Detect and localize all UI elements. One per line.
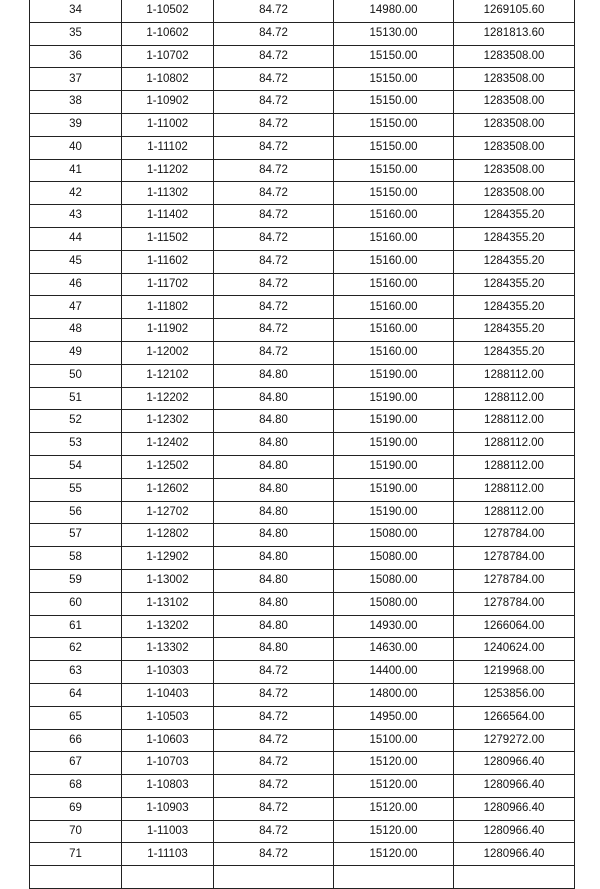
unit-price-cell: 15120.00 <box>334 843 454 866</box>
room-number-cell: 1-12202 <box>122 387 214 410</box>
total-price-cell: 1284355.20 <box>454 205 575 228</box>
table-row <box>30 478 575 501</box>
area-cell: 84.72 <box>214 843 334 866</box>
row-number-cell: 34 <box>30 0 122 22</box>
row-number-cell: 57 <box>30 524 122 547</box>
table-row <box>30 547 575 570</box>
room-number-cell: 1-10702 <box>122 45 214 68</box>
room-number-cell: 1-11602 <box>122 250 214 273</box>
row-number-cell: 43 <box>30 205 122 228</box>
total-price-cell: 1266564.00 <box>454 706 575 729</box>
area-cell: 84.72 <box>214 706 334 729</box>
row-number-cell: 35 <box>30 22 122 45</box>
row-number-cell: 50 <box>30 364 122 387</box>
unit-price-cell: 15080.00 <box>334 569 454 592</box>
total-price-cell: 1288112.00 <box>454 455 575 478</box>
area-cell: 84.80 <box>214 547 334 570</box>
table-row <box>30 113 575 136</box>
table-row <box>30 843 575 866</box>
price-table <box>29 0 575 889</box>
total-price-cell: 1288112.00 <box>454 478 575 501</box>
table-row <box>30 615 575 638</box>
unit-price-cell: 15190.00 <box>334 387 454 410</box>
room-number-cell: 1-12102 <box>122 364 214 387</box>
row-number-cell: 54 <box>30 455 122 478</box>
table-row <box>30 273 575 296</box>
total-price-cell: 1283508.00 <box>454 182 575 205</box>
unit-price-cell: 15150.00 <box>334 159 454 182</box>
area-cell: 84.72 <box>214 752 334 775</box>
row-number-cell: 45 <box>30 250 122 273</box>
room-number-cell: 1-12702 <box>122 501 214 524</box>
table-row <box>30 820 575 843</box>
total-price-cell: 1280966.40 <box>454 820 575 843</box>
table-row <box>30 729 575 752</box>
unit-price-cell: 15100.00 <box>334 729 454 752</box>
area-cell: 84.80 <box>214 524 334 547</box>
table-row <box>30 433 575 456</box>
unit-price-cell: 15190.00 <box>334 455 454 478</box>
total-price-cell: 1284355.20 <box>454 341 575 364</box>
table-row <box>30 341 575 364</box>
row-number-cell: 55 <box>30 478 122 501</box>
table-row <box>30 706 575 729</box>
row-number-cell: 39 <box>30 113 122 136</box>
total-price-cell: 1288112.00 <box>454 364 575 387</box>
total-price-cell: 1284355.20 <box>454 227 575 250</box>
table-row <box>30 0 575 22</box>
unit-price-cell: 14950.00 <box>334 706 454 729</box>
area-cell: 84.80 <box>214 478 334 501</box>
room-number-cell: 1-13302 <box>122 638 214 661</box>
total-price-cell: 1284355.20 <box>454 296 575 319</box>
room-number-cell: 1-11802 <box>122 296 214 319</box>
price-list-sheet <box>29 0 574 889</box>
unit-price-cell: 15120.00 <box>334 775 454 798</box>
total-price-cell: 1280966.40 <box>454 797 575 820</box>
row-number-cell: 68 <box>30 775 122 798</box>
total-price-cell: 1288112.00 <box>454 433 575 456</box>
total-price-cell: 1283508.00 <box>454 68 575 91</box>
unit-price-cell: 15190.00 <box>334 364 454 387</box>
room-number-cell: 1-11003 <box>122 820 214 843</box>
total-price-cell: 1269105.60 <box>454 0 575 22</box>
room-number-cell: 1-10902 <box>122 91 214 114</box>
unit-price-cell: 15160.00 <box>334 250 454 273</box>
unit-price-cell: 15150.00 <box>334 182 454 205</box>
row-number-cell: 52 <box>30 410 122 433</box>
total-price-cell: 1288112.00 <box>454 410 575 433</box>
row-number-cell: 62 <box>30 638 122 661</box>
total-price-cell: 1278784.00 <box>454 524 575 547</box>
table-row <box>30 866 575 889</box>
area-cell: 84.80 <box>214 455 334 478</box>
total-price-cell: 1280966.40 <box>454 752 575 775</box>
row-number-cell: 37 <box>30 68 122 91</box>
table-row <box>30 501 575 524</box>
unit-price-cell: 15160.00 <box>334 227 454 250</box>
unit-price-cell: 14930.00 <box>334 615 454 638</box>
room-number-cell: 1-11102 <box>122 136 214 159</box>
table-row <box>30 136 575 159</box>
row-number-cell: 60 <box>30 592 122 615</box>
table-row <box>30 683 575 706</box>
area-cell: 84.72 <box>214 136 334 159</box>
row-number-cell: 53 <box>30 433 122 456</box>
unit-price-cell: 14630.00 <box>334 638 454 661</box>
row-number-cell: 64 <box>30 683 122 706</box>
table-body <box>30 0 575 889</box>
total-price-cell: 1283508.00 <box>454 113 575 136</box>
unit-price-cell: 15190.00 <box>334 410 454 433</box>
unit-price-cell: 14980.00 <box>334 0 454 22</box>
area-cell: 84.72 <box>214 0 334 22</box>
area-cell: 84.72 <box>214 319 334 342</box>
row-number-cell: 46 <box>30 273 122 296</box>
area-cell: 84.80 <box>214 615 334 638</box>
row-number-cell: 36 <box>30 45 122 68</box>
total-price-cell: 1278784.00 <box>454 569 575 592</box>
total-price-cell: 1266064.00 <box>454 615 575 638</box>
area-cell: 84.80 <box>214 501 334 524</box>
unit-price-cell: 15130.00 <box>334 22 454 45</box>
total-price-cell: 1284355.20 <box>454 319 575 342</box>
table-row <box>30 455 575 478</box>
unit-price-cell: 15160.00 <box>334 341 454 364</box>
table-row <box>30 752 575 775</box>
area-cell: 84.72 <box>214 661 334 684</box>
area-cell: 84.72 <box>214 250 334 273</box>
table-row <box>30 592 575 615</box>
table-row <box>30 250 575 273</box>
area-cell: 84.72 <box>214 22 334 45</box>
unit-price-cell: 14400.00 <box>334 661 454 684</box>
area-cell: 84.72 <box>214 227 334 250</box>
area-cell <box>214 866 334 889</box>
area-cell: 84.72 <box>214 273 334 296</box>
table-row <box>30 364 575 387</box>
row-number-cell: 44 <box>30 227 122 250</box>
room-number-cell: 1-10802 <box>122 68 214 91</box>
row-number-cell: 70 <box>30 820 122 843</box>
unit-price-cell: 15150.00 <box>334 91 454 114</box>
row-number-cell: 42 <box>30 182 122 205</box>
table-row <box>30 68 575 91</box>
room-number-cell: 1-12402 <box>122 433 214 456</box>
area-cell: 84.72 <box>214 775 334 798</box>
total-price-cell: 1283508.00 <box>454 136 575 159</box>
area-cell: 84.72 <box>214 91 334 114</box>
unit-price-cell: 15150.00 <box>334 68 454 91</box>
unit-price-cell: 15190.00 <box>334 433 454 456</box>
total-price-cell: 1280966.40 <box>454 775 575 798</box>
table-row <box>30 638 575 661</box>
total-price-cell: 1240624.00 <box>454 638 575 661</box>
row-number-cell: 56 <box>30 501 122 524</box>
area-cell: 84.72 <box>214 683 334 706</box>
room-number-cell: 1-11702 <box>122 273 214 296</box>
table-row <box>30 775 575 798</box>
total-price-cell: 1253856.00 <box>454 683 575 706</box>
table-row <box>30 296 575 319</box>
area-cell: 84.72 <box>214 797 334 820</box>
table-row <box>30 797 575 820</box>
table-row <box>30 22 575 45</box>
unit-price-cell: 15120.00 <box>334 797 454 820</box>
row-number-cell: 48 <box>30 319 122 342</box>
area-cell: 84.72 <box>214 68 334 91</box>
area-cell: 84.72 <box>214 820 334 843</box>
total-price-cell: 1281813.60 <box>454 22 575 45</box>
total-price-cell: 1288112.00 <box>454 501 575 524</box>
area-cell: 84.72 <box>214 205 334 228</box>
unit-price-cell: 15150.00 <box>334 45 454 68</box>
total-price-cell: 1283508.00 <box>454 159 575 182</box>
room-number-cell: 1-13102 <box>122 592 214 615</box>
row-number-cell: 58 <box>30 547 122 570</box>
room-number-cell: 1-11002 <box>122 113 214 136</box>
total-price-cell: 1284355.20 <box>454 250 575 273</box>
room-number-cell: 1-12802 <box>122 524 214 547</box>
unit-price-cell: 15160.00 <box>334 273 454 296</box>
row-number-cell: 47 <box>30 296 122 319</box>
row-number-cell: 61 <box>30 615 122 638</box>
total-price-cell: 1278784.00 <box>454 547 575 570</box>
unit-price-cell: 15160.00 <box>334 319 454 342</box>
room-number-cell: 1-10403 <box>122 683 214 706</box>
area-cell: 84.80 <box>214 638 334 661</box>
unit-price-cell: 15080.00 <box>334 524 454 547</box>
total-price-cell: 1284355.20 <box>454 273 575 296</box>
room-number-cell <box>122 866 214 889</box>
row-number-cell: 71 <box>30 843 122 866</box>
room-number-cell: 1-12302 <box>122 410 214 433</box>
area-cell: 84.80 <box>214 387 334 410</box>
area-cell: 84.80 <box>214 410 334 433</box>
area-cell: 84.72 <box>214 296 334 319</box>
room-number-cell: 1-11202 <box>122 159 214 182</box>
table-row <box>30 569 575 592</box>
room-number-cell: 1-12502 <box>122 455 214 478</box>
area-cell: 84.72 <box>214 45 334 68</box>
table-row <box>30 410 575 433</box>
unit-price-cell <box>334 866 454 889</box>
room-number-cell: 1-10903 <box>122 797 214 820</box>
area-cell: 84.72 <box>214 729 334 752</box>
unit-price-cell: 15190.00 <box>334 501 454 524</box>
row-number-cell: 59 <box>30 569 122 592</box>
area-cell: 84.72 <box>214 182 334 205</box>
total-price-cell: 1283508.00 <box>454 45 575 68</box>
room-number-cell: 1-12002 <box>122 341 214 364</box>
area-cell: 84.80 <box>214 569 334 592</box>
room-number-cell: 1-10602 <box>122 22 214 45</box>
total-price-cell: 1279272.00 <box>454 729 575 752</box>
room-number-cell: 1-10303 <box>122 661 214 684</box>
room-number-cell: 1-10603 <box>122 729 214 752</box>
row-number-cell: 49 <box>30 341 122 364</box>
unit-price-cell: 15160.00 <box>334 296 454 319</box>
row-number-cell: 40 <box>30 136 122 159</box>
area-cell: 84.80 <box>214 592 334 615</box>
room-number-cell: 1-11103 <box>122 843 214 866</box>
row-number-cell: 69 <box>30 797 122 820</box>
unit-price-cell: 15120.00 <box>334 820 454 843</box>
room-number-cell: 1-13202 <box>122 615 214 638</box>
area-cell: 84.72 <box>214 113 334 136</box>
total-price-cell: 1288112.00 <box>454 387 575 410</box>
unit-price-cell: 15080.00 <box>334 592 454 615</box>
room-number-cell: 1-10803 <box>122 775 214 798</box>
unit-price-cell: 15120.00 <box>334 752 454 775</box>
room-number-cell: 1-11502 <box>122 227 214 250</box>
unit-price-cell: 15160.00 <box>334 205 454 228</box>
row-number-cell: 51 <box>30 387 122 410</box>
row-number-cell: 66 <box>30 729 122 752</box>
row-number-cell: 67 <box>30 752 122 775</box>
area-cell: 84.72 <box>214 159 334 182</box>
area-cell: 84.72 <box>214 341 334 364</box>
room-number-cell: 1-10703 <box>122 752 214 775</box>
total-price-cell <box>454 866 575 889</box>
unit-price-cell: 15080.00 <box>334 547 454 570</box>
table-row <box>30 319 575 342</box>
room-number-cell: 1-11302 <box>122 182 214 205</box>
room-number-cell: 1-10502 <box>122 0 214 22</box>
table-row <box>30 661 575 684</box>
row-number-cell <box>30 866 122 889</box>
total-price-cell: 1278784.00 <box>454 592 575 615</box>
unit-price-cell: 15150.00 <box>334 136 454 159</box>
table-row <box>30 524 575 547</box>
row-number-cell: 65 <box>30 706 122 729</box>
table-row <box>30 387 575 410</box>
room-number-cell: 1-12902 <box>122 547 214 570</box>
table-row <box>30 159 575 182</box>
table-row <box>30 205 575 228</box>
room-number-cell: 1-13002 <box>122 569 214 592</box>
row-number-cell: 63 <box>30 661 122 684</box>
table-row <box>30 91 575 114</box>
table-row <box>30 227 575 250</box>
unit-price-cell: 15150.00 <box>334 113 454 136</box>
row-number-cell: 38 <box>30 91 122 114</box>
room-number-cell: 1-11902 <box>122 319 214 342</box>
table-row <box>30 182 575 205</box>
row-number-cell: 41 <box>30 159 122 182</box>
area-cell: 84.80 <box>214 364 334 387</box>
area-cell: 84.80 <box>214 433 334 456</box>
total-price-cell: 1283508.00 <box>454 91 575 114</box>
room-number-cell: 1-12602 <box>122 478 214 501</box>
unit-price-cell: 14800.00 <box>334 683 454 706</box>
total-price-cell: 1219968.00 <box>454 661 575 684</box>
room-number-cell: 1-10503 <box>122 706 214 729</box>
table-row <box>30 45 575 68</box>
room-number-cell: 1-11402 <box>122 205 214 228</box>
unit-price-cell: 15190.00 <box>334 478 454 501</box>
total-price-cell: 1280966.40 <box>454 843 575 866</box>
